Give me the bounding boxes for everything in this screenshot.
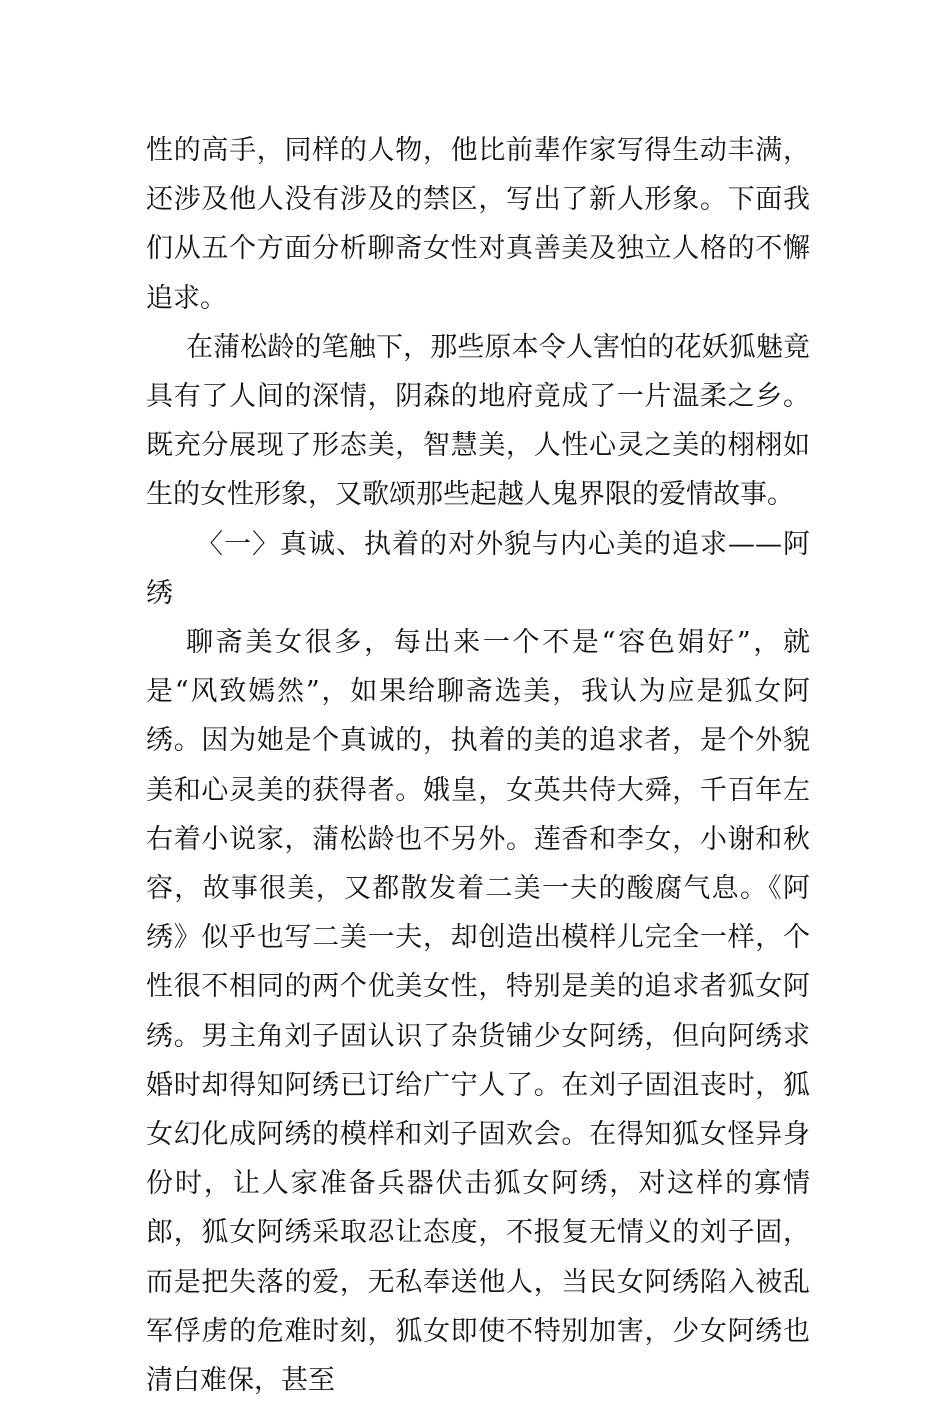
paragraph-continuation: 性的高手，同样的人物，他比前辈作家写得生动丰满，还涉及他人没有涉及的禁区，写出了新人形象。下面我们从五个方面分析聊斋女性对真善美及独立人格的不懈追求。	[146, 135, 810, 314]
section-heading: 〈一〉真诚、执着的对外貌与内心美的追求——阿绣	[146, 528, 810, 609]
paragraph-intro: 在蒲松龄的笔触下，那些原本令人害怕的花妖狐魅竟具有了人间的深情，阴森的地府竟成了一片温柔之乡。既充分展现了形态美，智慧美，人性心灵之美的栩栩如生的女性形象，又歌颂那些起越人鬼界限的爱情故事。	[146, 331, 810, 511]
paragraph-a-xiu: 聊斋美女很多，每出来一个不是“容色娟好”，就是“风致嫣然”，如果给聊斋选美，我认为应是狐女阿绣。因为她是个真诚的，执着的美的追求者，是个外貌美和心灵美的获得者。娥皇，女英共侍大舜，千百年左右着小说家，蒲松龄也不另外。莲香和李女，小谢和秋容，故事很美，又都散发着二美一夫的酸腐气息。《阿绣》似乎也写二美一夫，却创造出模样儿完全一样，个性很不相同的两个优美女性，特别是美的追求者狐女阿绣。男主角刘子固认识了杂货铺少女阿绣，但向阿绣求婚时却得知阿绣已订给广宁人了。在刘子固沮丧时，狐女幻化成阿绣的模样和刘子固欢会。在得知狐女怪异身份时，让人家准备兵器伏击狐女阿绣，对这样的寡情郎，狐女阿绣采取忍让态度，不报复无情义的刘子固，而是把失落的爱，无私奉送他人，当民女阿绣陷入被乱军俘虏的危难时刻，狐女即使不特别加害，少女阿绣也清白难保，甚至	[146, 627, 810, 1397]
document-page	[146, 126, 810, 1405]
